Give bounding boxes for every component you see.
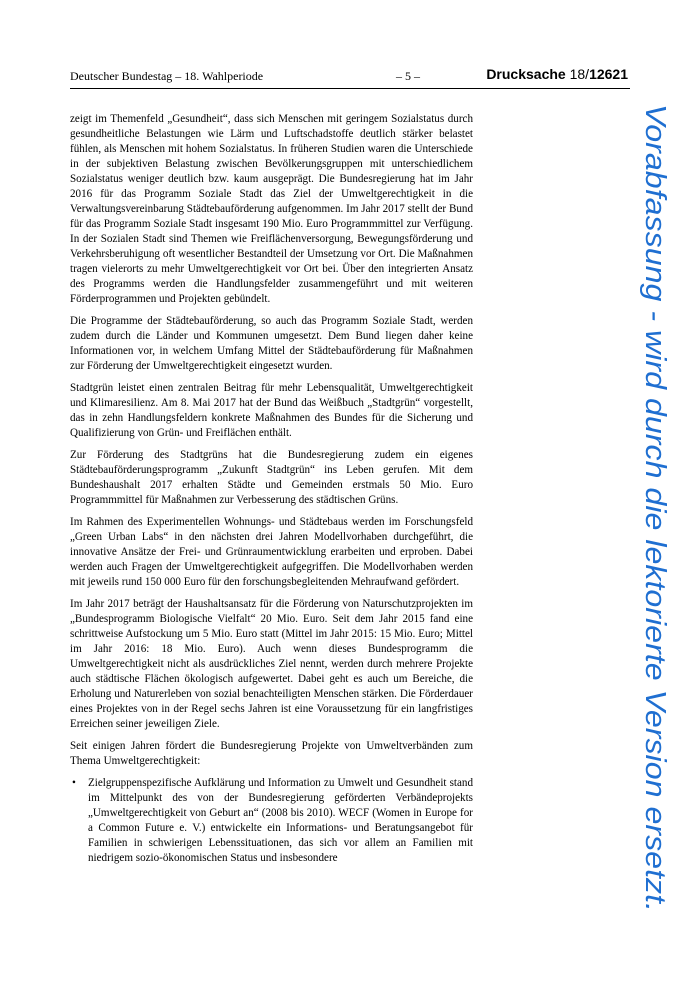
paragraph-7: Seit einigen Jahren fördert die Bundesregierung Projekte von Umweltverbänden zum Thema Umweltgerechtigkeit: (70, 740, 473, 767)
list-item (70, 776, 473, 866)
paragraph-4: Zur Förderung des Stadtgrüns hat die Bundesregierung zudem ein eigenes Städtebauförderungsprogramm „Zukunft Stadtgrün“ ins Leben gerufen. Mit dem Bundeshaushalt 2017 erhalten Städte und Gemeinden erstmals 50 Mio. Euro Programmmittel für Maßnahmen zur Verbesserung des städtischen Grüns. (70, 449, 473, 506)
draft-watermark (594, 80, 700, 940)
paragraph-5: Im Rahmen des Experimentellen Wohnungs- und Städtebaus werden im Forschungsfeld „Green Urban Labs“ in den nächsten drei Jahren Modellvorhaben durchgeführt, die innovative Ansätze der Frei- und Grünraumentwicklung erarbeiten und erproben. Dabei werden auch Fragen der Umweltgerechtigkeit aufgegriffen. Die Modellvorhaben werden mit jeweils rund 150 000 Euro für den forschungsbegleitenden Mehraufwand gefördert. (70, 516, 473, 588)
doc-label: Drucksache (486, 66, 566, 82)
header-parliament-term: Deutscher Bundestag – 18. Wahlperiode (70, 69, 264, 83)
paragraph-2: Die Programme der Städtebauförderung, so auch das Programm Soziale Stadt, werden zudem durch die Länder und Kommunen umgesetzt. Dem Bund liegen daher keine Informationen vor, in welchem Umfang Mittel der Städtebauförderung für Maßnahmen zur Förderung der Umweltgerechtigkeit eingesetzt wurden. (70, 315, 473, 372)
bullet-list (70, 776, 473, 866)
paragraph-3: Stadtgrün leistet einen zentralen Beitrag für mehr Lebensqualität, Umweltgerechtigkeit und Klimaresilienz. Am 8. Mai 2017 hat der Bund das Weißbuch „Stadtgrün“ vorgestellt, das in zehn Handlungsfeldern konkrete Maßnahmen des Bundes für die Sicherung und Qualifizierung von Grün- und Freiflächen enthält. (70, 382, 473, 439)
doc-number-main: 12621 (589, 66, 628, 82)
list-item-text: Zielgruppenspezifische Aufklärung und Information zu Umwelt und Gesundheit stand im Mittelpunkt des von der Bundesregierung geförderten Verbändeprojekts „Umweltgerechtigkeit von Geburt an“ (2008 bis 2010). WECF (Women in Europe for a Common Future e. V.) entwickelte ein Informations- und Beratungsangebot für Familien in schwierigen Lebenssituationen, das sich vor allem an Familien mit niedrigem sozio-ökonomischen Status und insbesondere (88, 777, 473, 864)
document-body (70, 112, 473, 866)
page-header (70, 66, 630, 89)
header-page-number: – 5 – (396, 69, 420, 83)
bullet-icon: • (72, 777, 76, 789)
watermark-svg (594, 80, 700, 940)
paragraph-6: Im Jahr 2017 beträgt der Haushaltsansatz für die Förderung von Naturschutzprojekten im „Bundesprogramm Biologische Vielfalt“ 20 Mio. Euro. Seit dem Jahr 2015 fand eine schrittweise Aufstockung um 5 Mio. Euro statt (Mittel im Jahr 2015: 15 Mio. Euro; Mittel im Jahr 2016: 18 Mio. Euro). Auch wenn dieses Bundesprogramm die Umweltgerechtigkeit nicht als ausdrückliches Ziel nennt, werden durch mehrere Projekte auch städtische Flächen ökologisch aufgewertet. Dabei geht es auch um Bereiche, die Erholung und Naturerleben von sozial benachteiligten Menschen stärken. Die Förderdauer eines Projektes von in der Regel sechs Jahren ist eine Voraussetzung für ein langfristiges Erreichen seiner jeweiligen Ziele. (70, 598, 473, 730)
doc-number-prefix: 18/ (569, 66, 590, 82)
watermark-text: Vorabfassung - wird durch die lektorierte Version ersetzt. (639, 104, 671, 833)
paragraph-1: zeigt im Themenfeld „Gesundheit“, dass sich Menschen mit geringem Sozialstatus durch gesundheitliche Belastungen wie Lärm und Luftschadstoffe deutlich stärker belastet fühlen, als Menschen mit hohem Sozialstatus. In früheren Studien waren die Unterschiede in der subjektiven Belastung zwischen Bevölkerungsgruppen mit unterschiedlichem Sozialstatus weniger deutlich bzw. kaum ausgeprägt. Die Bundesregierung hat im Jahr 2016 für das Programm Soziale Stadt das Ziel der Umweltgerechtigkeit in die Verwaltungsvereinbarung Städtebauförderung aufgenommen. Im Jahr 2017 stellt der Bund für das Programm Soziale Stadt insgesamt 190 Mio. Euro Programmmittel zur Verfügung. In der Sozialen Stadt sind Themen wie Freiflächenversorgung, Bewegungsförderung und Verkehrsberuhigung oft wesentlicher Bestandteil der Umsetzung vor Ort. Die Maßnahmen tragen vielerorts zu mehr Umweltgerechtigkeit vor Ort bei. Über den integrierten Ansatz des Programms werden die Handlungsfelder zusammengeführt und mit weiteren Förderprogrammen und Projekten gebündelt. (70, 113, 473, 305)
